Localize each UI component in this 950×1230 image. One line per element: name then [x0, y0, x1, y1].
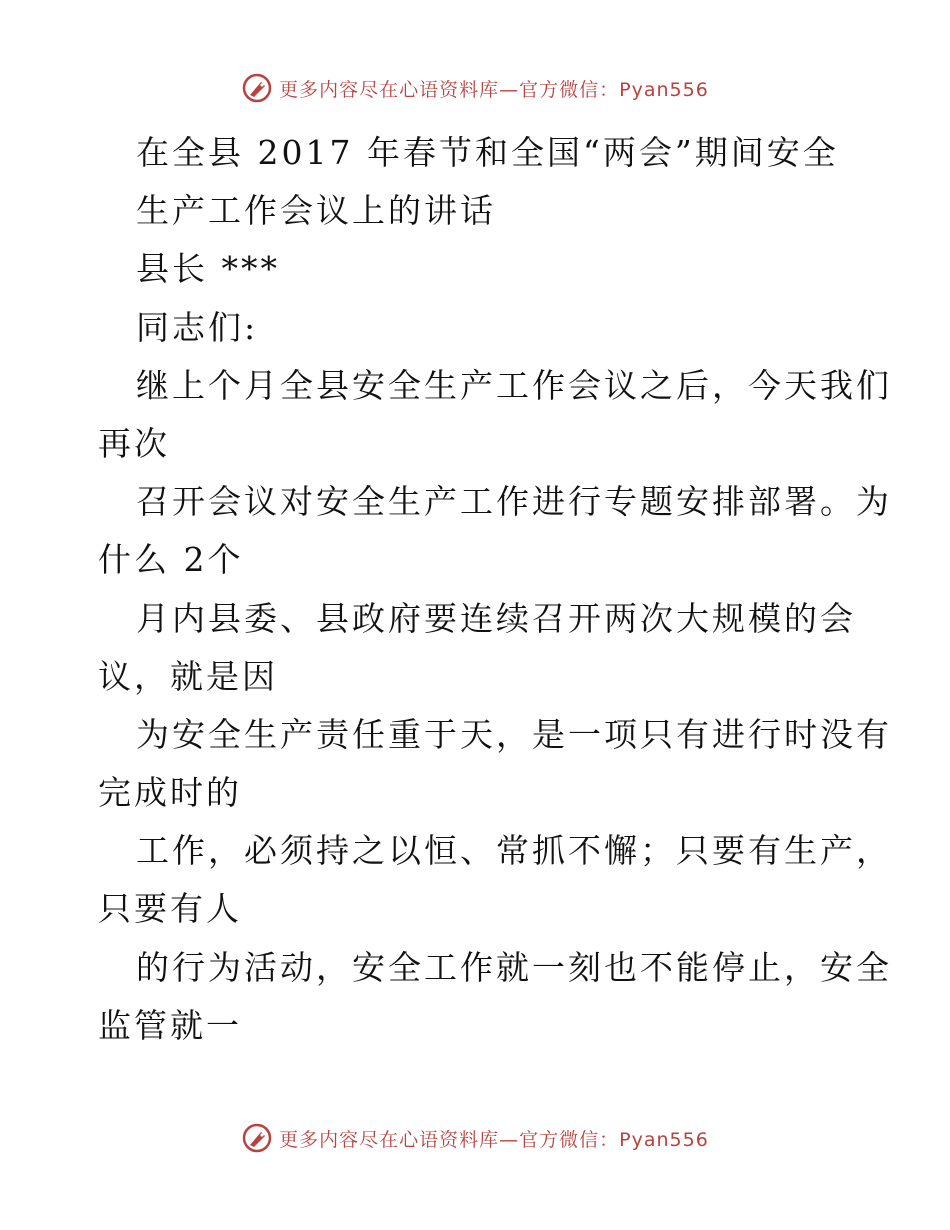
salutation-line: 同志们:	[136, 307, 259, 347]
title-line-1: 在全县 2017 年春节和全国“两会”期间安全	[136, 133, 839, 172]
paragraph-line: 监管就一	[98, 1005, 242, 1045]
header-banner	[0, 72, 950, 104]
footer-banner	[0, 1122, 950, 1154]
paragraph-line: 的行为活动，安全工作就一刻也不能停止，安全	[136, 947, 892, 987]
paragraph-line: 什么 2个	[98, 540, 244, 580]
paragraph-line: 完成时的	[98, 773, 242, 813]
pen-nib-logo-icon	[241, 1122, 273, 1154]
footer-banner-text: 更多内容尽在心语资料库—官方微信：Pyan556	[279, 1128, 709, 1151]
paragraph-line: 为安全生产责任重于天，是一项只有进行时没有	[136, 714, 892, 754]
paragraph-line: 工作，必须持之以恒、常抓不懈；只要有生产，	[136, 831, 892, 871]
paragraph-line: 只要有人	[98, 889, 242, 929]
paragraph-line: 再次	[98, 423, 170, 463]
speaker-line: 县长 ***	[136, 249, 280, 289]
title-line-2: 生产工作会议上的讲话	[136, 191, 496, 231]
paragraph-line: 月内县委、县政府要连续召开两次大规模的会	[136, 598, 856, 638]
header-banner-text: 更多内容尽在心语资料库—官方微信：Pyan556	[279, 78, 709, 101]
paragraph-line: 继上个月全县安全生产工作会议之后，今天我们	[136, 365, 892, 405]
pen-nib-logo-icon	[241, 72, 273, 104]
paragraph-line: 召开会议对安全生产工作进行专题安排部署。为	[136, 482, 892, 522]
document-body	[98, 124, 892, 1055]
paragraph-line: 议，就是因	[98, 656, 278, 696]
